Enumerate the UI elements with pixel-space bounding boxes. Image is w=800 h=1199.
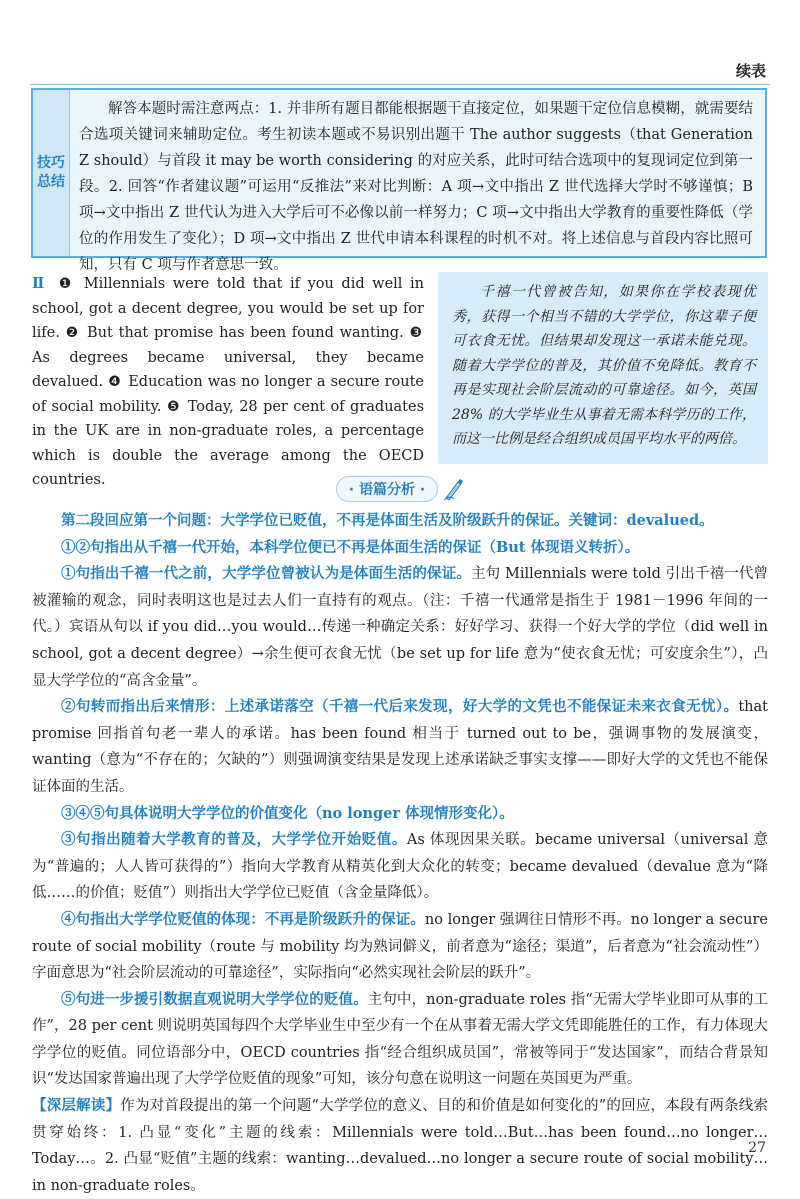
analysis-title bbox=[330, 474, 470, 504]
deep-interpretation-body: 作为对首段提出的第一个问题“大学学位的意义、目的和价值是如何变化的”的回应，本段有两条线索贯穿始终：1. 凸显“变化”主题的线索：Millennials were told…But…has been found…no longer…Today…。2. 凸显“贬值”主题的线索：wanting…devalued…no longer a secure route of social mobility…in non-graduate roles。 bbox=[32, 1098, 768, 1194]
analysis-point-3-head: ③句指出随着大学教育的普及，大学学位开始贬值。 bbox=[61, 831, 407, 849]
tips-text: 解答本题时需注意两点：1. 并非所有题目都能根据题干直接定位，如果题干定位信息模糊，就需要结合选项关键词来辅助定位。考生初读本题或不易识别出题干 The author suggests（that Generation Z should）与首段 it may be worth considering 的对应关系，此时可结合选项中的复现词定位到第一段。2. 回答“作者建议题”可运用“反推法”来对比判断：A 项→文中指出 Z 世代选择大学时不够谨慎；B 项→文中指出 Z 世代认为进入大学后可不必像以前一样努力；C 项→文中指出大学教育的重要性降低（学位的作用发生了变化）；D 项→文中指出 Z 世代申请本科课程的时机不对。将上述信息与首段内容比照可知，只有 C 项与作者意思一致。 bbox=[79, 101, 753, 273]
analysis-point-4-head: ④句指出大学学位贬值的体现：不再是阶级跃升的保证。 bbox=[61, 910, 425, 928]
tips-label bbox=[33, 90, 70, 256]
analysis-point-3-4-5: ③④⑤句具体说明大学学位的价值变化（no longer 体现情形变化）。 bbox=[61, 804, 514, 822]
analysis-point-5-head: ⑤句进一步援引数据直观说明大学学位的贬值。 bbox=[61, 990, 368, 1008]
analysis-point-4-body: no longer 强调往日情形不再。no longer a secure route of social mobility（route 与 mobility 均为熟词僻义，前者意为“途径；渠道”，后者意为“社会流动性”）字面意思为“社会阶层流动的可靠途径”，实际指向“必然实现社会阶层的跃升”。 bbox=[32, 911, 768, 982]
sentence-1: Millennials were told that if you did well in school, got a decent degree, you would be set up for life. bbox=[32, 276, 424, 341]
analysis-point-3-body: As 体现因果关联。became universal（universal 意为“普遍的；人人皆可获得的”）指向大学教育从精英化到大众化的转变；became devalued（devalue 意为“降低……的价值；贬值”）则指出大学学位已贬值（含金量降低）。 bbox=[32, 832, 769, 902]
analysis-point-4 bbox=[32, 907, 768, 987]
english-passage bbox=[32, 272, 424, 493]
paragraph-marker: Ⅱ bbox=[32, 275, 48, 292]
analysis-point-1-body: 主句 Millennials were told 引出千禧一代曾被灌输的观念，同时表明这也是过去人们一直持有的观点。（注：千禧一代通常是指生于 1981－1996 年间的一代。）宾语从句以 if you did…you would…传递一种确定关系：好好学习、获得一个好大学的学位（did well in school, got a decent degree）→余生便可衣食无忧（be set up for life 意为“使衣食无忧；可安度余生”），凸显大学学位的“高含金量”。 bbox=[32, 566, 769, 689]
deep-interpretation bbox=[32, 1093, 768, 1199]
analysis-point-5-body: 主句中，non-graduate roles 指“无需大学毕业即可从事的工作”，28 per cent 则说明英国每四个大学毕业生中至少有一个在从事着无需大学文凭即能胜任的工作，有力体现大学学位的贬值。同位语部分中，OECD countries 指“经合组织成员国”，常被等同于“发达国家”，而结合背景知识“发达国家普遍出现了大学学位贬值的现象”可知，该分句意在说明这一问题在英国更为严重。 bbox=[32, 991, 769, 1088]
analysis-point-5 bbox=[32, 987, 768, 1093]
page-number: 27 bbox=[748, 1140, 766, 1156]
analysis-point-1-head: ①句指出千禧一代之前，大学学位曾被认为是体面生活的保证。 bbox=[61, 565, 471, 583]
sentence-number-2: ❷ bbox=[65, 325, 80, 341]
sentence-number-3: ❸ bbox=[409, 325, 423, 341]
sentence-5: Today, 28 per cent of graduates in the UK are in non-graduate roles, a percentage which is double the average among the OECD countries. bbox=[32, 398, 425, 488]
sentence-number-1: ❶ bbox=[58, 276, 75, 292]
analysis-point-2-head: ②句转而指出后来情形：上述承诺落空（千禧一代后来发现，好大学的文凭也不能保证未来衣食无忧）。 bbox=[61, 698, 739, 716]
analysis-point-1 bbox=[32, 561, 768, 694]
discourse-analysis bbox=[32, 508, 768, 1199]
sentence-number-5: ❺ bbox=[166, 398, 181, 415]
continued-label: 续表 bbox=[735, 62, 766, 80]
analysis-point-2 bbox=[32, 694, 768, 800]
pen-icon bbox=[442, 477, 464, 501]
analysis-summary: 第二段回应第一个问题：大学学位已贬值，不再是体面生活及阶级跃升的保证。关键词：devalued。 bbox=[61, 512, 714, 529]
deep-interpretation-label: 【深层解读】 bbox=[32, 1097, 121, 1115]
translation-box: 千禧一代曾被告知，如果你在学校表现优秀，获得一个相当不错的大学学位，你这辈子便可衣食无忧。但结果却发现这一承诺未能兑现。随着大学学位的普及，其价值不免降低。教育不再是实现社会阶层流动的可靠途径。如今，英国 28% 的大学毕业生从事着无需本科学历的工作，而这一比例是经合组织成员国平均水平的两倍。 bbox=[438, 272, 768, 464]
tips-label-line1: 技巧 bbox=[37, 155, 65, 171]
analysis-point-2-body: that promise 回指首句老一辈人的承诺。has been found 相当于 turned out to be，强调事物的发展演变，wanting（意为“不存在的；欠缺的”）则强调演变结果是发现上述承诺缺乏事实支撑——即好大学的文凭也不能保证体面的生活。 bbox=[32, 699, 768, 795]
sentence-number-4: ❹ bbox=[108, 374, 122, 390]
sentence-3: As degrees became universal, they became devalued. bbox=[32, 349, 424, 390]
tips-label-line2: 总结 bbox=[37, 174, 65, 190]
sentence-2: But that promise has been found wanting. bbox=[87, 325, 404, 341]
analysis-point-3 bbox=[32, 827, 768, 907]
analysis-point-1-2: ①②句指出从千禧一代开始，本科学位便已不再是体面生活的保证（But 体现语义转折）。 bbox=[61, 538, 640, 556]
sentence-4: Education was no longer a secure route of social mobility. bbox=[32, 374, 424, 415]
header-divider bbox=[30, 84, 770, 85]
analysis-title-label: · 语篇分析 · bbox=[336, 476, 438, 502]
tips-summary-box bbox=[31, 88, 767, 273]
